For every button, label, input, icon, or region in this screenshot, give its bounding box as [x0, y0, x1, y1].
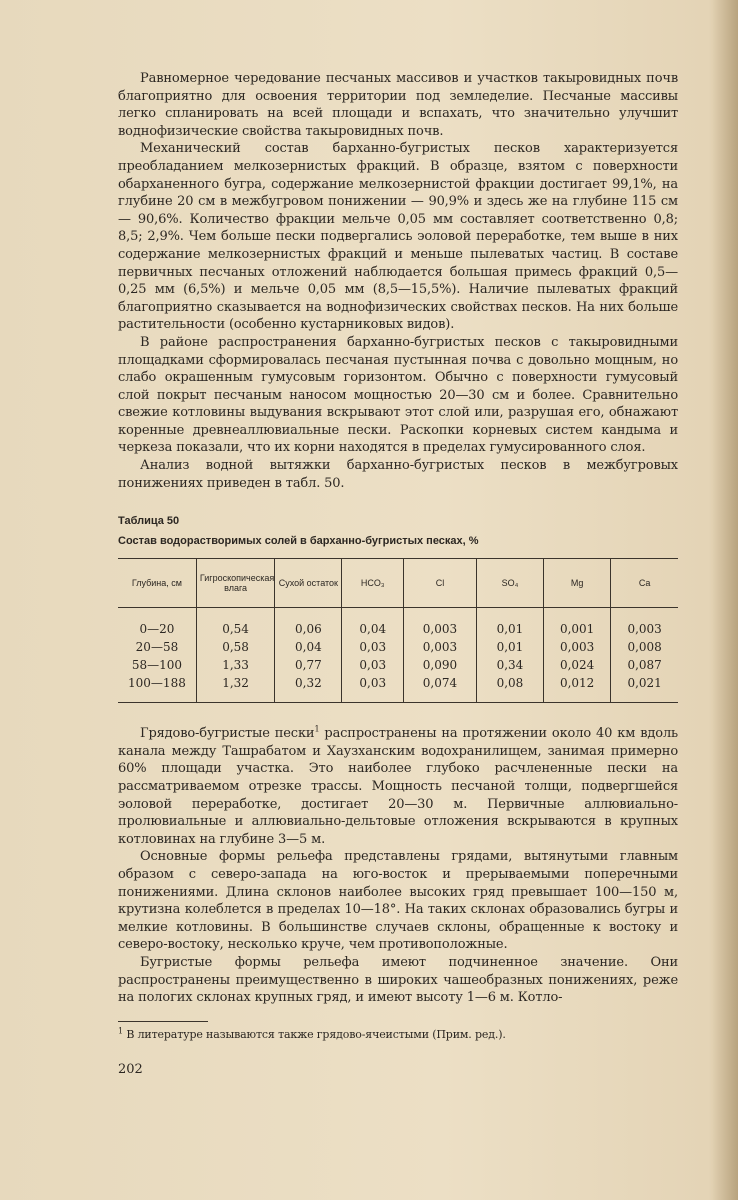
paragraph: Основные формы рельефа представлены грядами, вытянутыми главным образом с северо-запада на юго-восток и прерываемыми поперечными понижениями. Длина склонов наиболее высоких гряд превышает 100—150 м, крутизна колеблется в пределах 10—18°. На таких склонах образовались бугры и мелкие котловины. В большинстве случаев склоны, обращенные к востоку и северо-востоку, несколько круче, чем противоположные. [118, 849, 678, 953]
table-cell: 20—58 [135, 640, 179, 655]
column-header: Ca [611, 559, 678, 608]
column-header: Гигроскопическая влага [196, 559, 274, 608]
column-header: Сухой остаток [275, 559, 342, 608]
footnote-divider [118, 1021, 208, 1022]
table-cell: 0,04 [342, 608, 404, 639]
table-row [118, 674, 678, 703]
footnote-text: В литературе называются также грядово-ячеистыми (Прим. ред.). [126, 1027, 506, 1041]
table-row [118, 638, 678, 656]
table-cell: 0,021 [611, 674, 678, 703]
paragraph: Механический состав барханно-бугристых песков характеризуется преобладанием мелкозернистых фракций. В образце, взятом с поверхности обарханенного бугра, содержание мелкозернистой фракции достигает 99,1%, на глубине 20 см в межбугровом понижении — 90,9% и здесь же на глубине 115 см — 90,6%. Количество фракции мельче 0,05 мм составляет соответственно 0,8; 8,5; 2,9%. Чем больше пески подвергались эоловой переработке, тем выше в них содержание мелкозернистых фракций и меньше пылеватых частиц. В составе первичных песчаных отложений наблюдается большая примесь фракций 0,5—0,25 мм (6,5%) и мельче 0,05 мм (8,5—15,5%). Наличие пылеватых фракций благоприятно сказывается на воднофизических свойствах песков. На них больше растительности (особенно кустарниковых видов). [118, 141, 678, 333]
column-header: Cl [404, 559, 477, 608]
table-cell: 0,074 [404, 674, 477, 703]
table-cell: 1,33 [196, 656, 274, 674]
page-number: 202 [118, 1061, 143, 1077]
table-cell: 0,090 [404, 656, 477, 674]
table-cell: 0,03 [342, 656, 404, 674]
table-cell: 0,003 [544, 638, 611, 656]
table-header-row [118, 559, 678, 608]
table-cell: 0,34 [476, 656, 543, 674]
table-cell: 0,01 [476, 608, 543, 639]
paragraph: Анализ водной вытяжки барханно-бугристых песков в межбугровых понижениях приведен в табл. 50. [118, 458, 678, 491]
table-cell: 0,77 [275, 656, 342, 674]
table-cell: 0,003 [404, 608, 477, 639]
table-cell: 0,04 [275, 638, 342, 656]
paragraph-text: Грядово-бугристые пески [140, 726, 315, 742]
table-cell: 0,54 [196, 608, 274, 639]
table-cell: 58—100 [131, 658, 183, 673]
table-cell: 0,087 [611, 656, 678, 674]
salts-table [118, 558, 678, 703]
table-row [118, 656, 678, 674]
table-cell: 0,003 [404, 638, 477, 656]
table-title: Состав водорастворимых солей в барханно-бугристых песках, % [118, 535, 479, 548]
table-cell: 0,08 [476, 674, 543, 703]
table-cell: 0,01 [476, 638, 543, 656]
column-header: HCO₃ [342, 559, 404, 608]
table-cell: 0,32 [275, 674, 342, 703]
paragraph [118, 725, 678, 848]
table-cell: 0,06 [275, 608, 342, 639]
paragraph: Равномерное чередование песчаных массивов и участков такыровидных почв благоприятно для освоения территории под земледелие. Песчаные массивы легко спланировать на всей площади и вспахать, что значительно улучшит воднофизические свойства такыровидных почв. [118, 71, 678, 139]
table-cell: 0,012 [544, 674, 611, 703]
table-cell: 0,58 [196, 638, 274, 656]
table-cell: 0,003 [611, 608, 678, 639]
table-cell: 0,03 [342, 638, 404, 656]
table-cell: 0,001 [544, 608, 611, 639]
column-header: Глубина, см [118, 559, 196, 608]
paragraph: В районе распространения барханно-бугристых песков с такыровидными площадками сформировалась песчаная пустынная почва с довольно мощным, но слабо окрашенным гумусовым горизонтом. Обычно с поверхности гумусовый слой покрыт песчаным наносом мощностью 20—30 см и более. Сравнительно свежие котловины выдувания вскрывают этот слой или, разрушая его, обнажают коренные древнеаллювиальные пески. Раскопки корневых систем кандыма и черкеза показали, что их корни находятся в пределах гумусированного слоя. [118, 334, 678, 456]
column-header: SO₄ [476, 559, 543, 608]
table-cell: 0—20 [139, 622, 175, 637]
table-cell: 100—188 [118, 674, 196, 703]
table-cell: 0,008 [611, 638, 678, 656]
paragraph-text: распространены на протяжении около 40 км вдоль канала между Ташрабатом и Хаузханским водохранилищем, занимая примерно 60% площади участка. Это наиболее глубоко расчлененные пески на рассматриваемом отрезке трассы. Мощность песчаной толщи, подвергшейся эоловой переработке, достигает 20—30 м. Первичные аллювиально-пролювиальные и аллювиально-дельтовые отложения вскрываются в крупных котловинах на глубине 3—5 м. [118, 726, 678, 847]
table-caption: Таблица 50 [118, 515, 180, 528]
paragraph: Бугристые формы рельефа имеют подчиненное значение. Они распространены преимущественно в широких чашеобразных понижениях, реже на пологих склонах крупных гряд, и имеют высоту 1—6 м. Котло- [118, 954, 678, 1006]
footnote-marker: 1 [118, 1026, 123, 1036]
table-cell: 1,32 [196, 674, 274, 703]
column-header: Mg [544, 559, 611, 608]
footnote-marker: 1 [314, 724, 320, 734]
table-cell: 0,024 [544, 656, 611, 674]
table-cell: 0,03 [342, 674, 404, 703]
footnote [118, 1028, 678, 1042]
table-row [118, 608, 678, 639]
